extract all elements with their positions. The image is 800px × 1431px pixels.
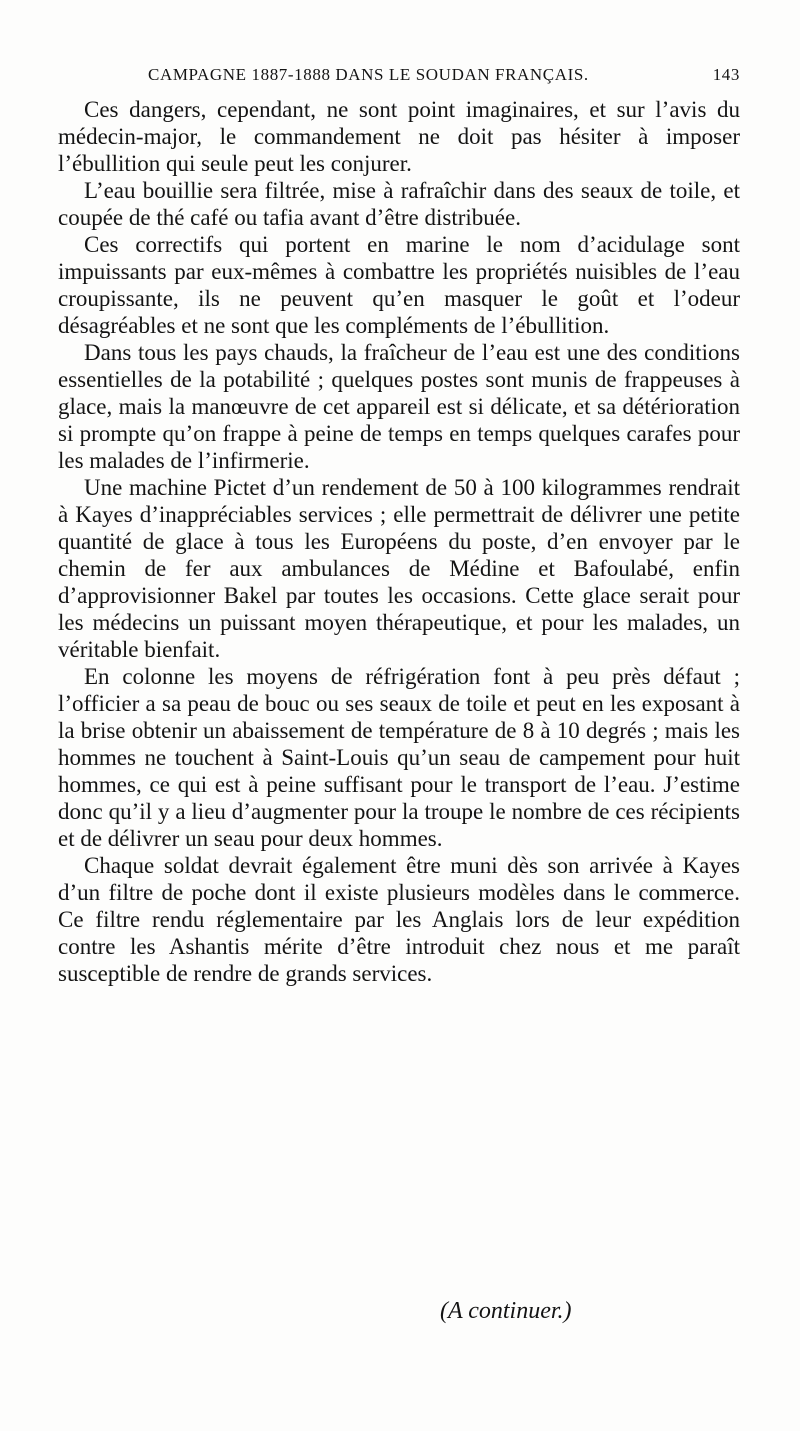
- paragraph-eau-bouillie: L’eau bouillie sera filtrée, mise à rafraîchir dans des seaux de toile, et coupée de thé café ou tafia avant d’être distribuée.: [58, 178, 740, 230]
- continuation-note: (A continuer.): [440, 1298, 572, 1324]
- paragraph-correctifs: Ces correctifs qui portent en marine le nom d’acidulage sont impuissants par eux-mêmes à combattre les propriétés nuisibles de l’eau croupissante, ils ne peuvent qu’en masquer le goût et l’odeur désagréables et ne sont que les compléments de l’ébullition.: [58, 232, 740, 338]
- paragraph-dangers: Ces dangers, cependant, ne sont point imaginaires, et sur l’avis du médecin-major, le commandement ne doit pas hésiter à imposer l’ébullition qui seule peut les conjurer.: [58, 97, 740, 176]
- paragraph-pays-chauds: Dans tous les pays chauds, la fraîcheur de l’eau est une des conditions essentielles de la potabilité ; quelques postes sont munis de frappeuses à glace, mais la manœuvre de cet appareil est si délicate, et sa détérioration si prompte qu’on frappe à peine de temps en temps quelques carafes pour les malades de l’infirmerie.: [58, 340, 740, 473]
- page-number: 143: [712, 65, 740, 84]
- running-title: CAMPAGNE 1887-1888 DANS LE SOUDAN FRANÇAIS.: [148, 65, 589, 84]
- running-head: [108, 62, 740, 88]
- body-text: [58, 96, 740, 987]
- paragraph-machine-pictet: Une machine Pictet d’un rendement de 50 à 100 kilogrammes rendrait à Kayes d’inappréciables services ; elle permettrait de délivrer une petite quantité de glace à tous les Européens du poste, d’en envoyer par le chemin de fer aux ambulances de Médine et Bafoulabé, enfin d’approvisionner Bakel par toutes les occasions. Cette glace serait pour les médecins un puissant moyen thérapeutique, et pour les malades, un véritable bienfait.: [58, 475, 740, 662]
- paragraph-filtre-de-poche: Chaque soldat devrait également être muni dès son arrivée à Kayes d’un filtre de poche dont il existe plusieurs modèles dans le commerce. Ce filtre rendu réglementaire par les Anglais lors de leur expédition contre les Ashantis mérite d’être introduit chez nous et me paraît susceptible de rendre de grands services.: [58, 853, 740, 986]
- paragraph-en-colonne: En colonne les moyens de réfrigération font à peu près défaut ; l’officier a sa peau de bouc ou ses seaux de toile et peut en les exposant à la brise obtenir un abaissement de température de 8 à 10 degrés ; mais les hommes ne touchent à Saint-Louis qu’un seau de campement pour huit hommes, ce qui est à peine suffisant pour le transport de l’eau. J’estime donc qu’il y a lieu d’augmenter pour la troupe le nombre de ces récipients et de délivrer un seau pour deux hommes.: [58, 664, 740, 851]
